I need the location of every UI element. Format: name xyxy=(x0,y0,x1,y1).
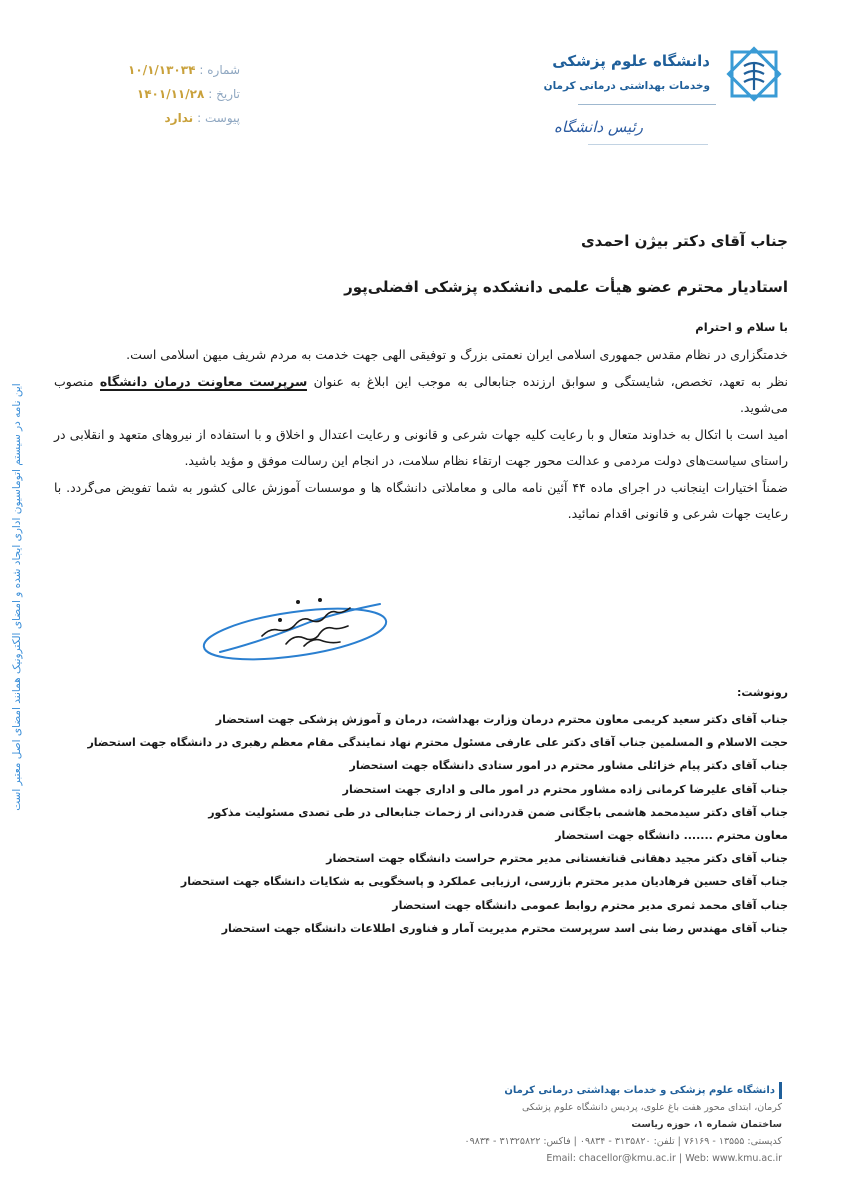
number-label: شماره : xyxy=(199,63,240,77)
cc-item: جناب آقای دکتر سعید کریمی معاون محترم درمان وزارت بهداشت، درمان و آموزش پزشکی جهت استحضار xyxy=(215,713,788,726)
date-label: تاریخ : xyxy=(208,87,240,101)
recipient-name: جناب آقای دکتر بیژن احمدی xyxy=(580,232,788,250)
cc-item: جناب آقای دکتر سیدمحمد هاشمی باجگانی ضمن قدردانی از زحمات جنابعالی در طی تصدی مسئولیت مذکور xyxy=(208,805,788,819)
footer-building: ساختمان شماره ۱، حوزه ریاست xyxy=(631,1119,782,1130)
cc-item: جناب آقای دکتر مجید دهقانی قناتغستانی مدیر محترم حراست دانشگاه جهت استحضار xyxy=(326,852,788,866)
footer-address: کرمان، ابتدای محور هفت باغ علوی، پردیس دانشگاه علوم پزشکی xyxy=(521,1102,782,1113)
letter-number xyxy=(110,58,240,82)
cc-item: جناب آقای علیرضا کرمانی زاده مشاور محترم در امور مالی و اداری جهت استحضار xyxy=(342,782,788,796)
cc-item: جناب آقای محمد ثمری مدیر محترم روابط عمومی دانشگاه جهت استحضار xyxy=(392,898,788,912)
cc-item: جناب آقای حسین فرهادیان مدیر محترم بازرسی، ارزیابی عملکرد و پاسخگویی به شکایات دانشگاه جهت استحضار xyxy=(180,875,788,889)
signature xyxy=(200,590,400,678)
footer-web: Email: chacellor@kmu.ac.ir | Web: www.kmu.ac.ir xyxy=(546,1153,782,1164)
cc-item: جناب آقای مهندس رضا بنی اسد سرپرست محترم مدیریت آمار و فناوری اطلاعات دانشگاه جهت استحضار xyxy=(221,921,788,935)
university-name: دانشگاه علوم پزشکی xyxy=(552,52,710,70)
electronic-signature-note: این نامه در سیستم اتوماسیون اداری ایجاد شده و امضای الکترونیک همانند امضای اصل معتبر است xyxy=(11,383,23,811)
footer xyxy=(362,1082,782,1167)
footer-university-name: دانشگاه علوم پزشکی و خدمات بهداشتی درمانی کرمان xyxy=(362,1082,782,1099)
attachment-label: پیوست : xyxy=(197,111,240,125)
letter-date xyxy=(110,82,240,106)
letter-attachment xyxy=(110,106,240,130)
body-paragraph-4: ضمناً اختیارات اینجانب در اجرای ماده ۴۴ آئین نامه مالی و معاملاتی دانشگاه ها و موسسات آموزش عالی کشور به شما تفویض می‌گردد. با رعایت جهات شرعی و قانونی اقدام نمائید. xyxy=(54,479,789,521)
cc-item: حجت الاسلام و المسلمین جناب آقای دکتر علی عارفی مسئول محترم نهاد نمایندگی مقام معظم رهبری در دانشگاه جهت استحضار xyxy=(87,736,788,750)
cc-title: رونوشت: xyxy=(736,686,788,699)
university-subtitle: وخدمات بهداشتی درمانی کرمان xyxy=(543,80,710,92)
body-paragraph-2-start: نظر به تعهد، تخصص، شایستگی و سوابق ارزنده جنابعالی به موجب این ابلاغ به عنوان xyxy=(307,373,788,389)
cc-list xyxy=(88,708,788,940)
office-divider xyxy=(588,144,708,145)
attachment-value: ندارد xyxy=(164,111,194,125)
date-value: ۱۴۰۱/۱۱/۲۸ xyxy=(136,87,205,101)
header-divider xyxy=(578,104,716,105)
appointment-title: سرپرست معاونت درمان دانشگاه xyxy=(99,373,308,389)
letter-body xyxy=(54,342,788,528)
office-mark: رئیس دانشگاه xyxy=(554,118,643,136)
body-paragraph-2-end: منصوب می‌شوید. xyxy=(54,373,788,415)
footer-contact: کدپستی: ۱۳۵۵۵ - ۷۶۱۶۹ | تلفن: ۳۱۳۵۸۲۰ - ۰۹۸۳۴ | فاکس: ۳۱۳۲۵۸۲۲ - ۰۹۸۳۴ xyxy=(464,1136,782,1147)
body-paragraph-2 xyxy=(54,369,788,422)
cc-item: جناب آقای دکتر پیام خزائلی مشاور محترم در امور ستادی دانشگاه جهت استحضار xyxy=(349,759,788,773)
body-paragraph-3: امید است با اتکال به خداوند متعال و با رعایت کلیه جهات شرعی و قانونی و رعایت اعتدال و اخلاق و با استفاده از نیروهای متعهد و انقلابی در راستای سیاست‌های دولت مردمی و عدالت محور جهت ارتقاء نظام سلامت، در انجام این رسالت موفق و مؤید باشید. xyxy=(54,426,788,468)
recipient-title: استادیار محترم عضو هیأت علمی دانشکده پزشکی افضلی‌پور xyxy=(344,278,788,296)
number-value: ۱۰/۱/۱۳۰۳۴ xyxy=(128,63,196,77)
university-logo xyxy=(722,42,786,106)
greeting: با سلام و احترام xyxy=(695,320,788,334)
letter-meta xyxy=(110,58,240,130)
body-paragraph-1: خدمتگزاری در نظام مقدس جمهوری اسلامی ایران نعمتی بزرگ و توفیقی الهی جهت خدمت به مردم شریف میهن اسلامی است. xyxy=(126,347,788,362)
cc-item: معاون محترم ....... دانشگاه جهت استحضار xyxy=(555,829,788,843)
